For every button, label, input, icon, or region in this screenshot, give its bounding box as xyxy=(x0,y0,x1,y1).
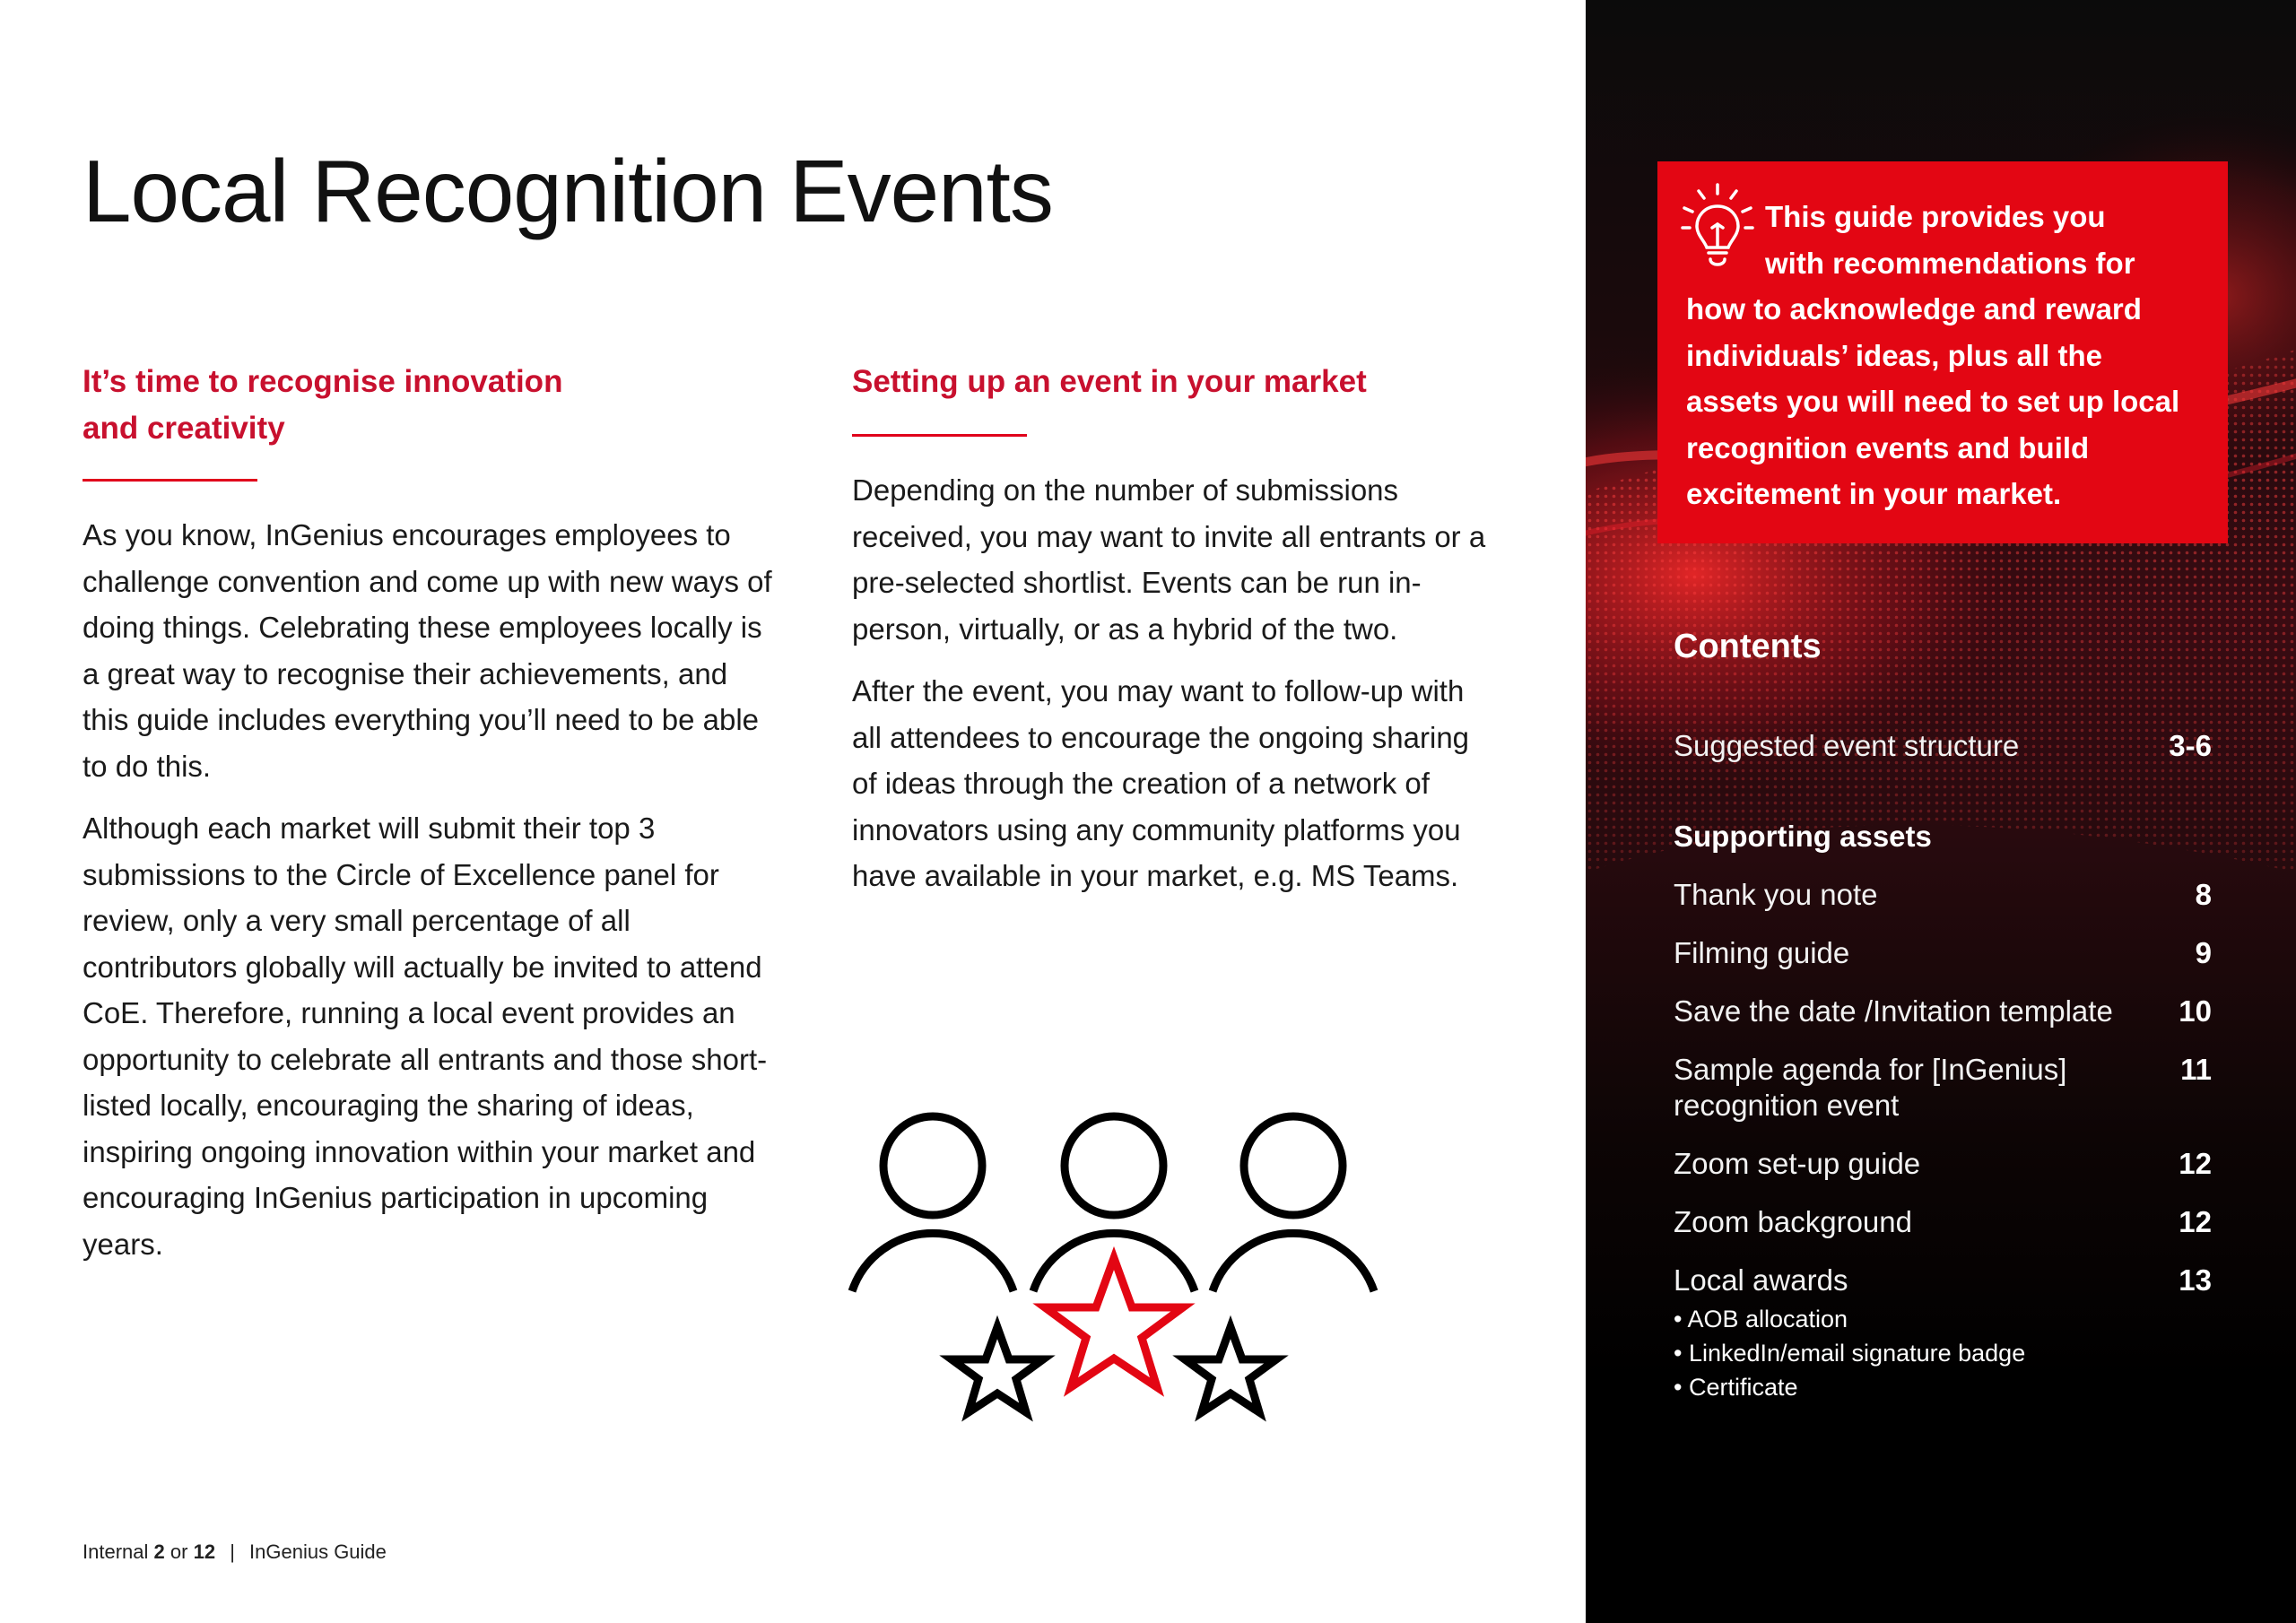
sidebar-panel xyxy=(1586,0,2296,1623)
footer-total: 12 xyxy=(193,1541,216,1563)
section-heading-innovation: It’s time to recognise innovation and creativity xyxy=(83,364,563,446)
intro-callout xyxy=(1657,161,2228,543)
toc-item-sample-agenda[interactable] xyxy=(1674,1052,2212,1124)
paragraph: After the event, you may want to follow-up with all attendees to encourage the ongoing sharing of ideas through the creation of a network of innovators using any community platforms you have available in your market, e.g. MS Teams. xyxy=(852,674,1470,892)
toc-item-page: 3-6 xyxy=(2169,729,2212,762)
toc-item-label: Zoom set-up guide xyxy=(1674,1147,1921,1180)
heading-underline xyxy=(83,479,257,482)
column-setup xyxy=(852,359,1498,916)
toc-item-label: Zoom background xyxy=(1674,1205,1912,1238)
toc-item-page: 8 xyxy=(2195,878,2212,911)
column-innovation xyxy=(83,359,773,1283)
toc-item-page: 12 xyxy=(2179,1147,2212,1180)
toc-item-local-awards[interactable] xyxy=(1674,1263,2212,1298)
toc-item-page: 11 xyxy=(2180,1053,2212,1086)
paragraph: Although each market will submit their top 3 submissions to the Circle of Excellence panel for review, only a very small percentage of all contributors globally will actually be invited to attend CoE. Therefore, running a local event provides an opportunity to celebrate all entrants and those short-listed locally, encouraging the sharing of ideas, inspiring ongoing innovation within your market and encouraging InGenius participation in upcoming years. xyxy=(83,812,768,1261)
local-awards-bullets xyxy=(1674,1302,2212,1404)
toc-item-label: Filming guide xyxy=(1674,936,1850,969)
toc-item-zoom-setup[interactable] xyxy=(1674,1146,2212,1182)
callout-rest: with recommendations for how to acknowledge and reward individuals’ ideas, plus all the assets you will need to set up local recognition events and build excitement in your market. xyxy=(1686,246,2180,510)
people-with-stars-icon xyxy=(848,1107,1386,1439)
callout-first-line: This guide provides you xyxy=(1765,200,2106,233)
toc-item-page: 12 xyxy=(2179,1205,2212,1238)
toc-item-label: Thank you note xyxy=(1674,878,1878,911)
toc-item-label: Suggested event structure xyxy=(1674,729,2020,762)
toc-item-zoom-background[interactable] xyxy=(1674,1204,2212,1240)
toc-item-label: Sample agenda for [InGenius] recognition event xyxy=(1674,1053,2067,1122)
paragraph: Depending on the number of submissions received, you may want to invite all entrants or a pre-selected shortlist. Events can be run in-person, virtually, or as a hybrid of the two. xyxy=(852,473,1486,646)
footer-doc-name: InGenius Guide xyxy=(249,1541,387,1563)
paragraph: As you know, InGenius encourages employees to challenge convention and come up with new ways of doing things. Celebrating these employees locally is a great way to recognise their achievements, and this guide includes everything you’ll need to be able to do this. xyxy=(83,518,772,783)
toc-item-page: 9 xyxy=(2195,936,2212,969)
heading-underline xyxy=(852,434,1027,437)
contents-list xyxy=(1674,728,2212,1404)
callout-text xyxy=(1686,194,2201,517)
list-item: • LinkedIn/email signature badge xyxy=(1674,1340,2026,1367)
lightbulb-icon xyxy=(1677,181,1758,271)
toc-item-label: Local awards xyxy=(1674,1263,1848,1297)
footer-of: or xyxy=(170,1541,188,1563)
toc-item-event-structure[interactable] xyxy=(1674,728,2212,764)
toc-item-filming-guide[interactable] xyxy=(1674,935,2212,971)
page-title: Local Recognition Events xyxy=(83,142,1053,240)
section-heading-setup: Setting up an event in your market xyxy=(852,364,1367,399)
toc-item-save-the-date[interactable] xyxy=(1674,994,2212,1029)
list-item: • Certificate xyxy=(1674,1374,1798,1401)
contents-title: Contents xyxy=(1674,628,1822,665)
toc-item-page: 10 xyxy=(2179,994,2212,1028)
toc-section-title: Supporting assets xyxy=(1674,820,1932,853)
footer-separator: | xyxy=(230,1541,235,1563)
footer-page: 2 xyxy=(153,1541,165,1563)
toc-item-label: Save the date /Invitation template xyxy=(1674,994,2113,1028)
list-item: • AOB allocation xyxy=(1674,1306,1848,1332)
page-footer xyxy=(83,1541,387,1564)
toc-item-page: 13 xyxy=(2179,1263,2212,1297)
footer-label: Internal xyxy=(83,1541,149,1563)
toc-item-thank-you-note[interactable] xyxy=(1674,877,2212,913)
